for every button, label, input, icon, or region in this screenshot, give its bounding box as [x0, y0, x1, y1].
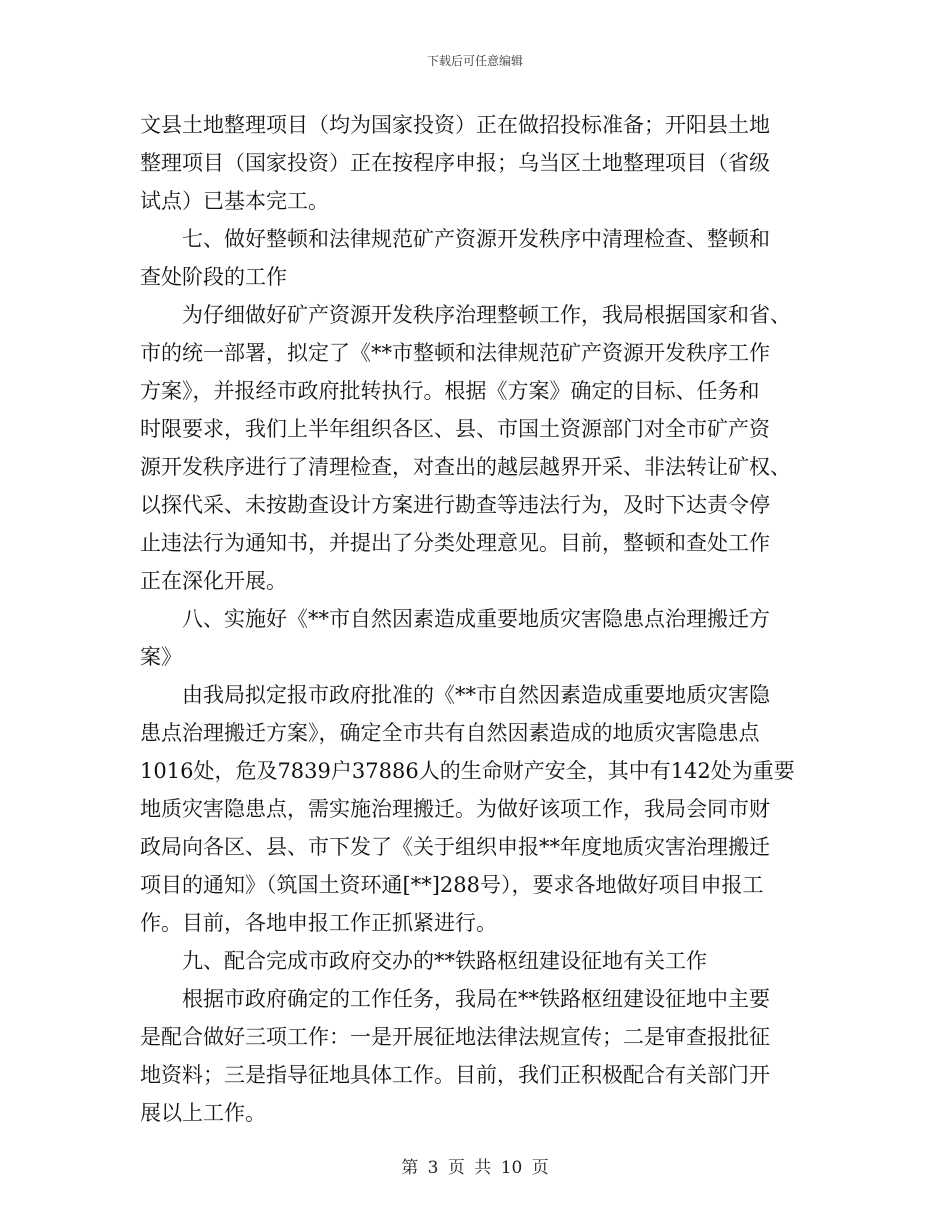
text-line: 由我局拟定报市政府批准的《**市自然因素造成重要地质灾害隐	[182, 683, 770, 707]
text-line: 项目的通知》（筑国土资环通[**]288号），要求各地做好项目申报工	[140, 873, 764, 897]
text-line: 患点治理搬迁方案》，确定全市共有自然因素造成的地质灾害隐患点	[140, 721, 760, 745]
document-body	[140, 106, 810, 1132]
text-line: 为仔细做好矿产资源开发秩序治理整顿工作，我局根据国家和省、	[182, 303, 791, 327]
text-line: 展以上工作。	[140, 1101, 266, 1125]
text-line: 市的统一部署，拟定了《**市整顿和法律规范矿产资源开发秩序工作	[140, 341, 770, 365]
text-line: 源开发秩序进行了清理检查，对查出的越层越界开采、非法转让矿权、	[140, 455, 791, 479]
text-line: 文县土地整理项目（均为国家投资）正在做招投标准备；开阳县土地	[140, 113, 770, 137]
text-line: 止违法行为通知书，并提出了分类处理意见。目前，整顿和查处工作	[140, 531, 770, 555]
text-line: 以探代采、未按勘查设计方案进行勘查等违法行为，及时下达责令停	[140, 493, 770, 517]
page-header: 下载后可任意编辑	[426, 54, 523, 68]
text-line: 案》	[140, 645, 182, 669]
text-line: 政局向各区、县、市下发了《关于组织申报**年度地质灾害治理搬迁	[140, 835, 770, 859]
text-line: 1016处，危及7839户37886人的生命财产安全，其中有142处为重要	[140, 759, 795, 783]
text-line: 根据市政府确定的工作任务，我局在**铁路枢纽建设征地中主要	[182, 987, 770, 1011]
text-line: 是配合做好三项工作：一是开展征地法律法规宣传；二是审查报批征	[140, 1025, 770, 1049]
text-line: 时限要求，我们上半年组织各区、县、市国土资源部门对全市矿产资	[140, 417, 770, 441]
text-line: 整理项目（国家投资）正在按程序申报；乌当区土地整理项目（省级	[140, 151, 770, 175]
text-line: 查处阶段的工作	[140, 265, 287, 289]
text-line: 九、配合完成市政府交办的**铁路枢纽建设征地有关工作	[182, 949, 707, 973]
text-line: 方案》，并报经市政府批转执行。根据《方案》确定的目标、任务和	[140, 379, 760, 403]
text-line: 地资料；三是指导征地具体工作。目前，我们正积极配合有关部门开	[140, 1063, 770, 1087]
text-line: 作。目前，各地申报工作正抓紧进行。	[140, 911, 497, 935]
page-footer: 第 3 页 共 10 页	[401, 1158, 549, 1178]
text-line: 地质灾害隐患点，需实施治理搬迁。为做好该项工作，我局会同市财	[140, 797, 770, 821]
text-line: 试点）已基本完工。	[140, 189, 329, 213]
text-line: 七、做好整顿和法律规范矿产资源开发秩序中清理检查、整顿和	[182, 227, 770, 251]
text-line: 正在深化开展。	[140, 569, 287, 593]
text-line: 八、实施好《**市自然因素造成重要地质灾害隐患点治理搬迁方	[182, 607, 770, 631]
